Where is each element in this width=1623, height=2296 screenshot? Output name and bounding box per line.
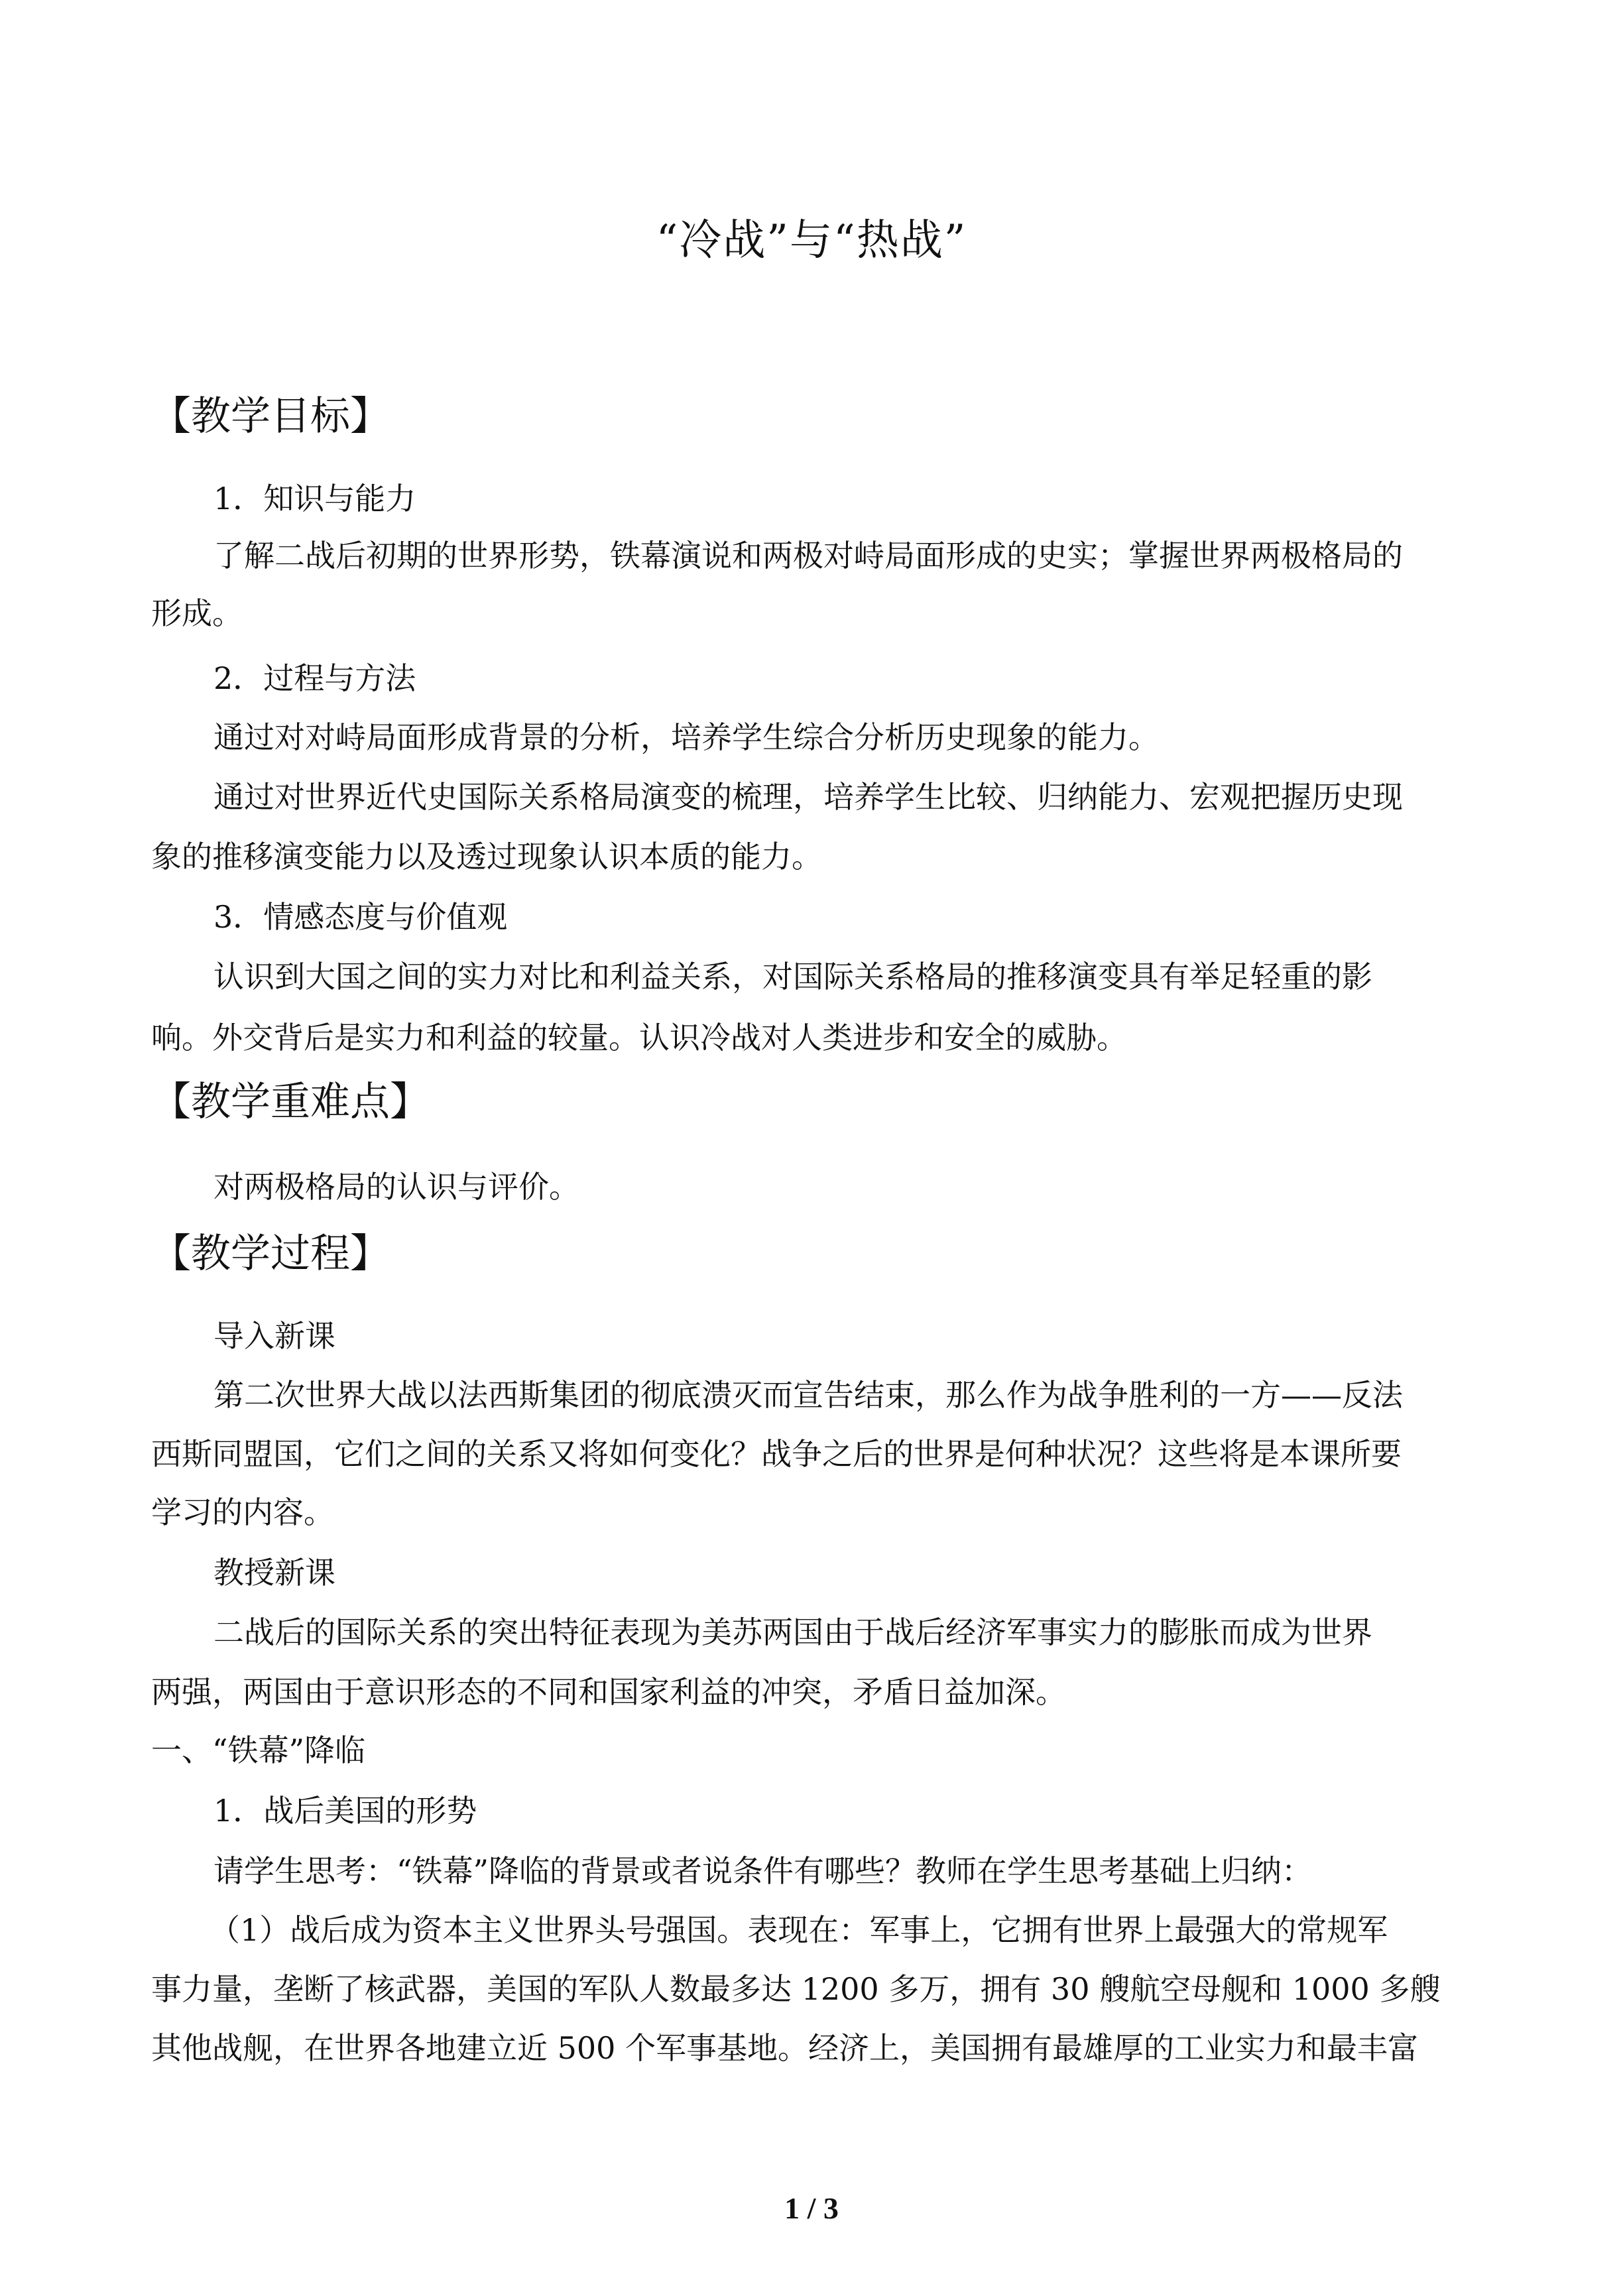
objective-1-text-line1: 了解二战后初期的世界形势，铁幕演说和两极对峙局面形成的史实；掌握世界两极格局的	[213, 538, 1403, 574]
intro-line2: 西斯同盟国，它们之间的关系又将如何变化？战争之后的世界是何种状况？这些将是本课所要	[151, 1436, 1402, 1472]
objective-2-title: 2．过程与方法	[213, 660, 416, 696]
heading-process: 【教学过程】	[151, 1231, 390, 1277]
key-points-text: 对两极格局的认识与评价。	[213, 1169, 579, 1205]
point-1-line3: 其他战舰，在世界各地建立近 500 个军事基地。经济上，美国拥有最雄厚的工业实力和最丰富	[151, 2030, 1419, 2066]
teach-title: 教授新课	[213, 1555, 335, 1591]
intro-line3: 学习的内容。	[151, 1494, 334, 1530]
subsection-1-title: 1．战后美国的形势	[213, 1793, 477, 1829]
section-1-title: 一、“铁幕”降临	[151, 1732, 366, 1768]
teach-line1: 二战后的国际关系的突出特征表现为美苏两国由于战后经济军事实力的膨胀而成为世界	[213, 1614, 1372, 1650]
objective-2-text2-line1: 通过对世界近代史国际关系格局演变的梳理，培养学生比较、归纳能力、宏观把握历史现	[213, 779, 1403, 815]
intro-line1: 第二次世界大战以法西斯集团的彻底溃灭而宣告结束，那么作为战争胜利的一方——反法	[213, 1377, 1403, 1413]
question-text: 请学生思考：“铁幕”降临的背景或者说条件有哪些？教师在学生思考基础上归纳：	[213, 1853, 1313, 1889]
intro-title: 导入新课	[213, 1318, 335, 1354]
point-1-line2: 事力量，垄断了核武器，美国的军队人数最多达 1200 多万，拥有 30 艘航空母舰和 1000 多艘	[151, 1971, 1441, 2007]
page-indicator: 1 / 3	[784, 2191, 839, 2225]
heading-key-points: 【教学重难点】	[151, 1079, 430, 1125]
objective-2-text1: 通过对对峙局面形成背景的分析，培养学生综合分析历史现象的能力。	[213, 719, 1159, 755]
objective-3-text-line1: 认识到大国之间的实力对比和利益关系，对国际关系格局的推移演变具有举足轻重的影	[213, 959, 1372, 995]
heading-objectives: 【教学目标】	[151, 393, 390, 440]
objective-2-text2-line2: 象的推移演变能力以及透过现象认识本质的能力。	[151, 839, 822, 875]
objective-3-title: 3．情感态度与价值观	[213, 899, 508, 935]
teach-line2: 两强，两国由于意识形态的不同和国家利益的冲突，矛盾日益加深。	[151, 1674, 1066, 1710]
point-1-line1: （1）战后成为资本主义世界头号强国。表现在：军事上，它拥有世界上最强大的常规军	[210, 1912, 1388, 1948]
page-title: “冷战”与“热战”	[656, 216, 967, 265]
objective-3-text-line2: 响。外交背后是实力和利益的较量。认识冷战对人类进步和安全的威胁。	[151, 1020, 1127, 1056]
objective-1-text-line2: 形成。	[151, 595, 243, 631]
objective-1-title: 1．知识与能力	[213, 481, 416, 516]
